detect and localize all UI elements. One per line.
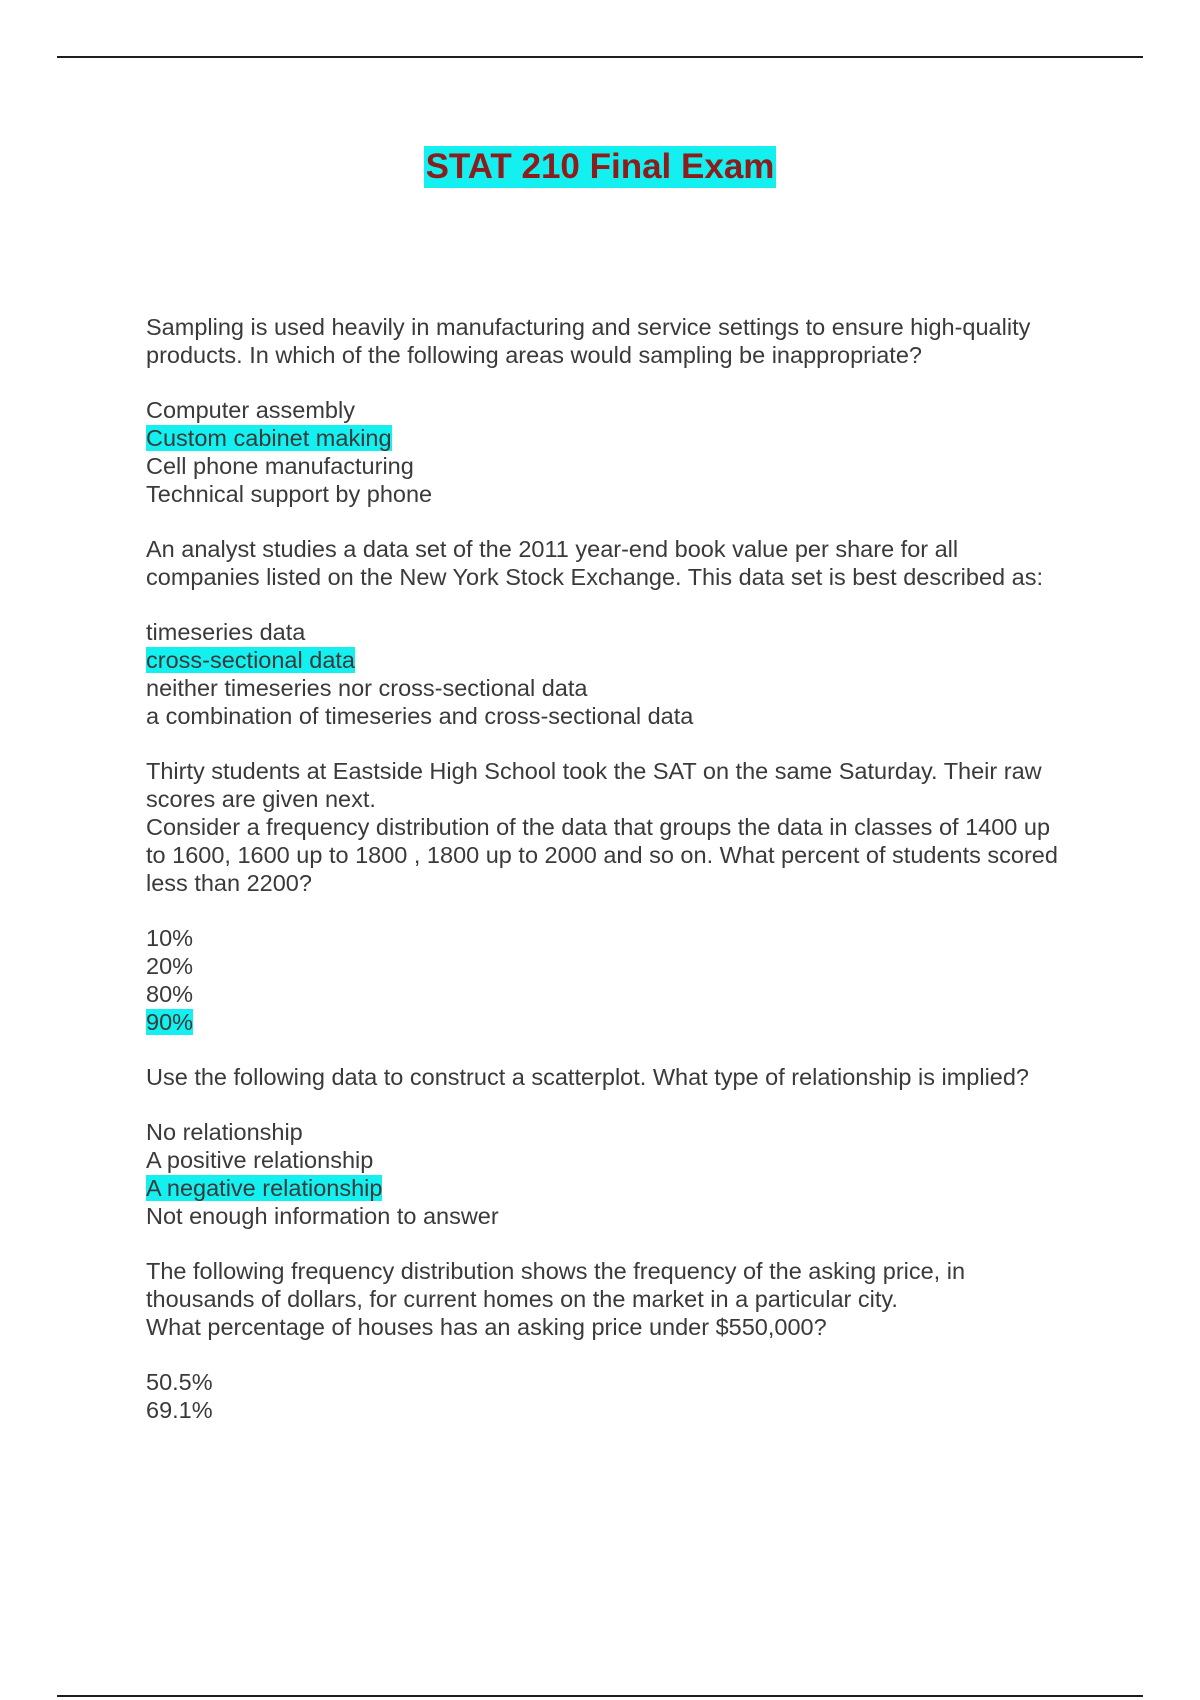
answer-options <box>146 396 1096 508</box>
answer-option <box>146 396 1096 424</box>
spacer <box>146 1230 1096 1257</box>
spacer <box>146 897 1096 924</box>
spacer <box>146 591 1096 618</box>
question-text-line: thousands of dollars, for current homes on the market in a particular city. <box>146 1286 898 1312</box>
answer-options <box>146 1368 1096 1424</box>
question-text-line: less than 2200? <box>146 870 312 896</box>
answer-option <box>146 618 1096 646</box>
spacer <box>146 1036 1096 1063</box>
bottom-rule <box>57 1695 1143 1697</box>
title-wrap <box>0 146 1200 188</box>
answer-text: 69.1% <box>146 1397 213 1423</box>
answer-option <box>146 452 1096 480</box>
answer-text: 20% <box>146 953 194 979</box>
question-text-line: companies listed on the New York Stock Exchange. This data set is best described as: <box>146 564 1043 590</box>
question-text-line: Use the following data to construct a scatterplot. What type of relationship is implied? <box>146 1064 1030 1090</box>
spacer <box>146 730 1096 757</box>
highlighted-answer: Custom cabinet making <box>146 425 392 451</box>
answer-text: A positive relationship <box>146 1147 374 1173</box>
answer-text: timeseries data <box>146 619 306 645</box>
answer-text: 50.5% <box>146 1369 213 1395</box>
question-block <box>146 535 1096 757</box>
question-text-line: Consider a frequency distribution of the data that groups the data in classes of 1400 up <box>146 814 1051 840</box>
answer-option <box>146 1174 1096 1202</box>
page-title: STAT 210 Final Exam <box>425 147 775 186</box>
spacer <box>146 1341 1096 1368</box>
answer-text: 80% <box>146 981 194 1007</box>
answer-option <box>146 424 1096 452</box>
answer-option <box>146 1146 1096 1174</box>
answer-text: Cell phone manufacturing <box>146 453 414 479</box>
spacer <box>146 1091 1096 1118</box>
question-text-line: to 1600, 1600 up to 1800 , 1800 up to 2000 and so on. What percent of students scored <box>146 842 1058 868</box>
spacer <box>146 369 1096 396</box>
highlighted-answer: cross-sectional data <box>146 647 355 673</box>
question-text-line: Thirty students at Eastside High School took the SAT on the same Saturday. Their raw <box>146 758 1042 784</box>
question-text-line: An analyst studies a data set of the 2011 year-end book value per share for all <box>146 536 959 562</box>
answer-text: Technical support by phone <box>146 481 433 507</box>
answer-text: No relationship <box>146 1119 303 1145</box>
answer-option <box>146 1202 1096 1230</box>
answer-option <box>146 1118 1096 1146</box>
question-text-line: scores are given next. <box>146 786 376 812</box>
answer-text: neither timeseries nor cross-sectional data <box>146 675 588 701</box>
answer-option <box>146 924 1096 952</box>
question-text-line: products. In which of the following areas would sampling be inappropriate? <box>146 342 922 368</box>
question-text-line: What percentage of houses has an asking price under $550,000? <box>146 1314 827 1340</box>
answer-option <box>146 674 1096 702</box>
question-text-line: Sampling is used heavily in manufacturing and service settings to ensure high-quality <box>146 314 1031 340</box>
answer-option <box>146 1008 1096 1036</box>
question-text-line: The following frequency distribution shows the frequency of the asking price, in <box>146 1258 966 1284</box>
answer-options <box>146 618 1096 730</box>
question-block <box>146 313 1096 535</box>
highlighted-answer: 90% <box>146 1009 194 1035</box>
answer-options <box>146 1118 1096 1230</box>
answer-option <box>146 1368 1096 1396</box>
answer-text: a combination of timeseries and cross-sectional data <box>146 703 694 729</box>
answer-option <box>146 480 1096 508</box>
top-rule <box>57 56 1143 58</box>
answer-option <box>146 646 1096 674</box>
answer-option <box>146 952 1096 980</box>
spacer <box>146 508 1096 535</box>
exam-content <box>146 313 1096 1424</box>
highlighted-answer: A negative relationship <box>146 1175 383 1201</box>
answer-text: 10% <box>146 925 194 951</box>
answer-text: Not enough information to answer <box>146 1203 499 1229</box>
answer-option <box>146 980 1096 1008</box>
answer-options <box>146 924 1096 1036</box>
question-block <box>146 1063 1096 1257</box>
answer-option <box>146 702 1096 730</box>
answer-option <box>146 1396 1096 1424</box>
question-block <box>146 1257 1096 1424</box>
question-block <box>146 757 1096 1063</box>
answer-text: Computer assembly <box>146 397 355 423</box>
